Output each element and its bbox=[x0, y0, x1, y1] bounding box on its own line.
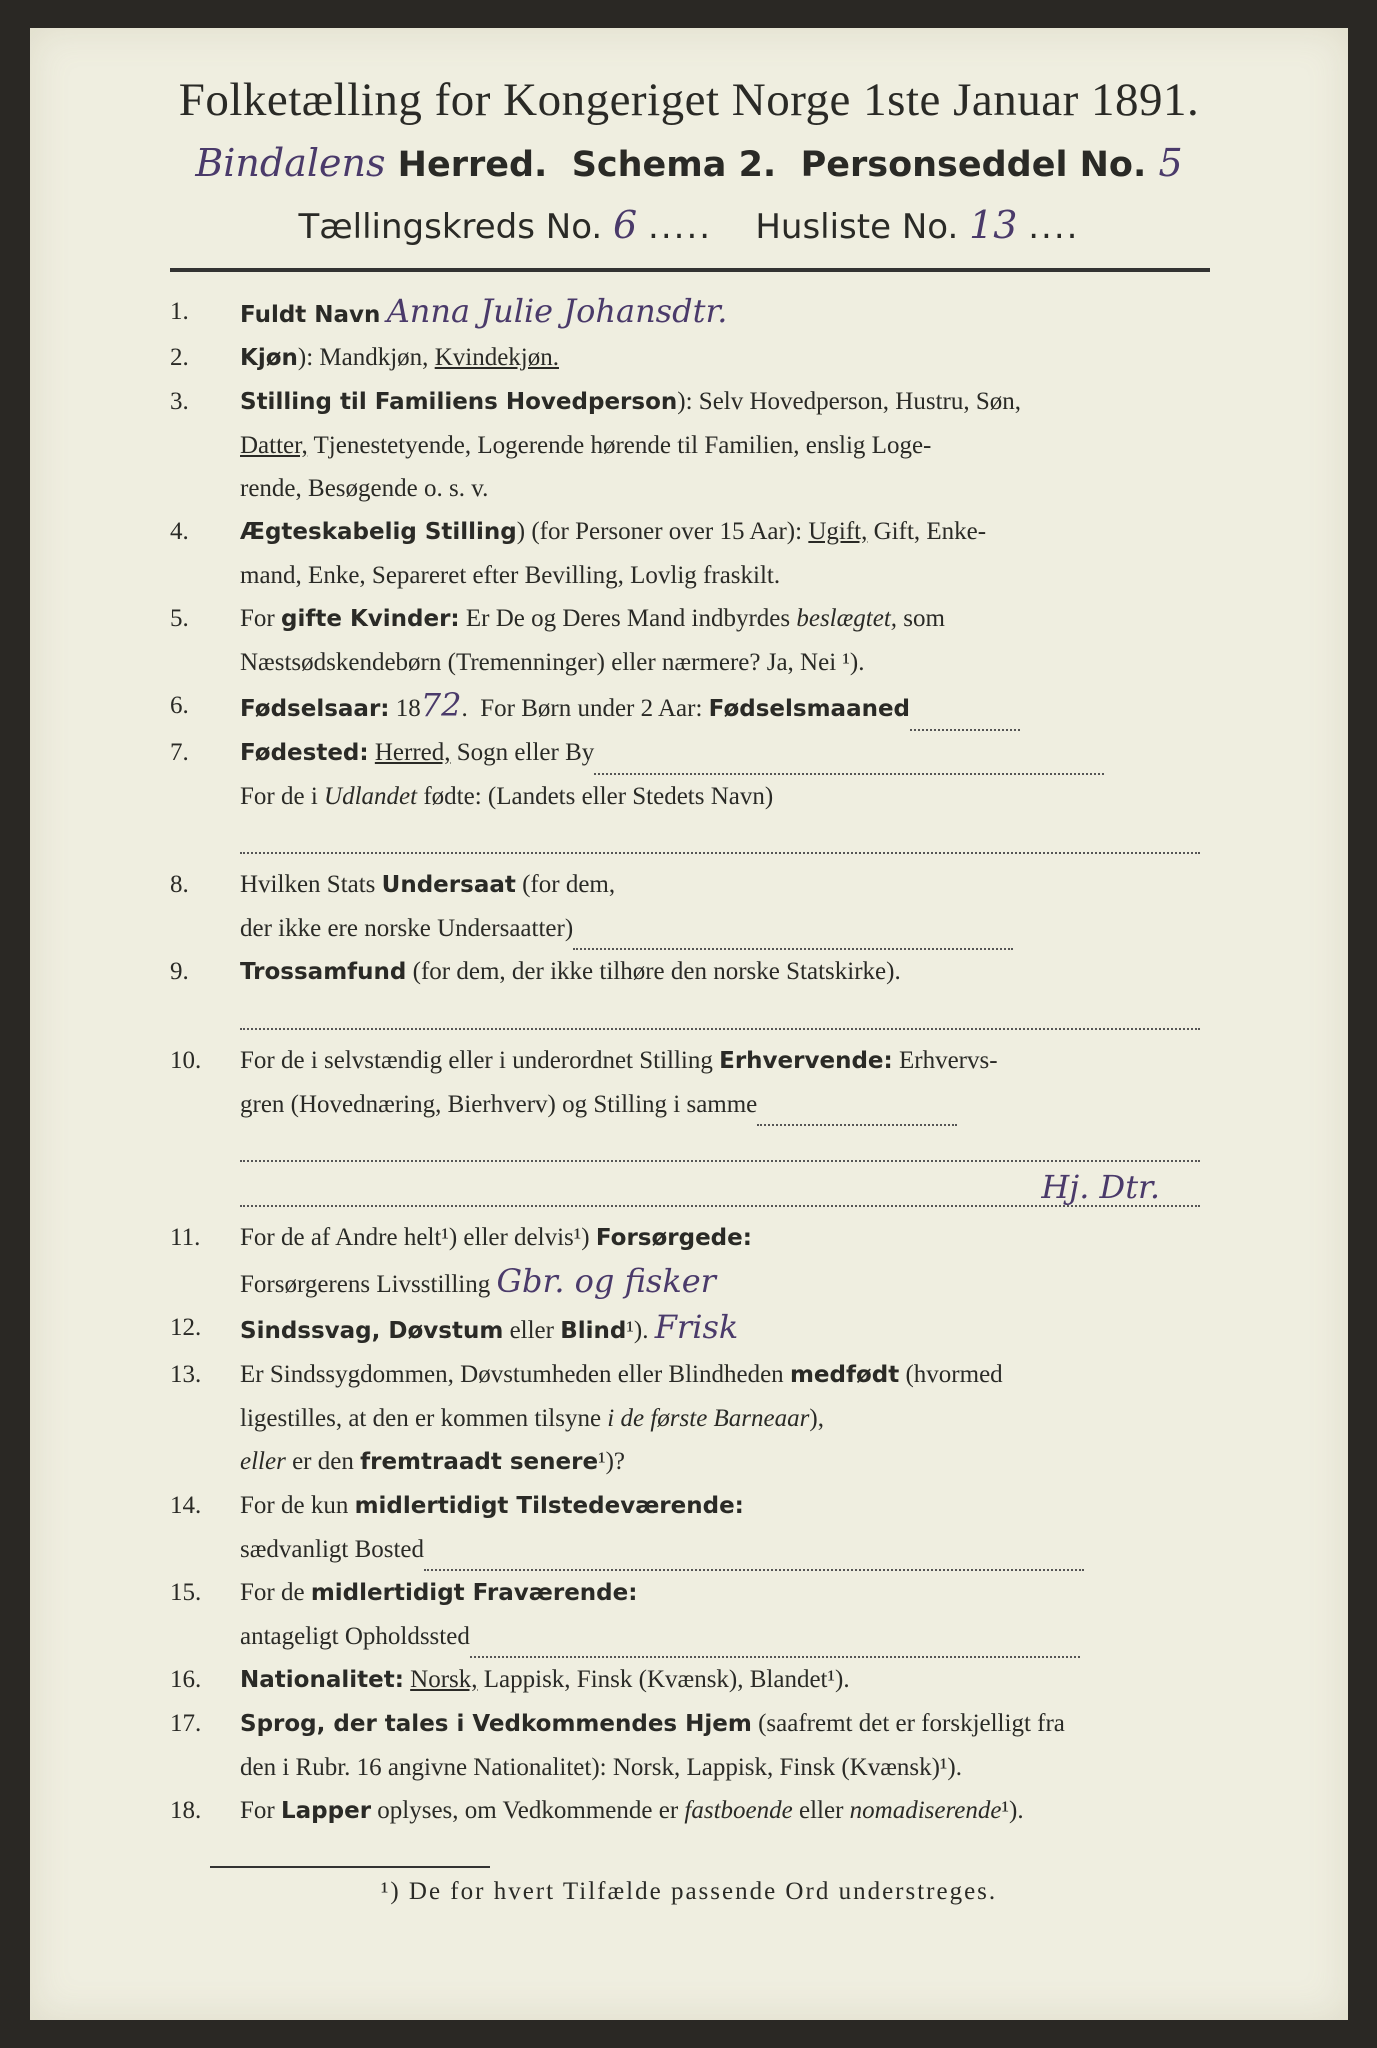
herred-value: Bindalens bbox=[195, 141, 386, 185]
item-16: 16. Nationalitet: Norsk, Lappisk, Finsk (Kvænsk), Blandet¹). bbox=[170, 1666, 850, 1693]
census-form bbox=[30, 28, 1348, 2020]
kreds-label: Tællingskreds No. bbox=[298, 207, 603, 247]
birthplace-selected: Herred, bbox=[374, 739, 451, 766]
header-rule bbox=[170, 268, 1210, 272]
item-12: 12. Sindssvag, Døvstum eller Blind¹). Frisk bbox=[170, 1308, 739, 1346]
item-10: 10. For de i selvstændig eller i underordnet Stilling Erhvervende: Erhvervs- gren (Hovednæring, Bierhverv) og Stilling i samme bbox=[170, 1039, 1220, 1126]
item-2: 2. Kjøn): Mandkjøn, Kvindekjøn. bbox=[170, 344, 559, 371]
item-13: 13. Er Sindssygdommen, Døvstumheden eller Blindheden medfødt (hvormed ligestilles, at den er kommen tilsyne i de første Barneaar), eller er den fremtraadt senere¹)? bbox=[170, 1361, 1003, 1475]
item-5: 5. For gifte Kvinder: Er De og Deres Mand indbyrdes beslægtet, som Næstsødskendebørn (Tremenninger) eller nærmere? Ja, Nei ¹). bbox=[170, 605, 945, 676]
herred-line bbox=[30, 141, 1348, 185]
item-18: 18. For Lapper oplyses, om Vedkommende er fastboende eller nomadiserende¹). bbox=[170, 1797, 1024, 1824]
marital-selected: Ugift, bbox=[808, 518, 868, 545]
husliste-value: 13 bbox=[969, 203, 1018, 247]
husliste-label: Husliste No. bbox=[755, 207, 959, 247]
item-8: 8. Hvilken Stats Undersaat (for dem, der ikke ere norske Undersaatter) bbox=[170, 863, 1220, 950]
kreds-value: 6 bbox=[613, 203, 638, 247]
full-name-label: Fuldt Navn bbox=[240, 302, 381, 328]
item-15: 15. For de midlertidigt Fraværende: antageligt Opholdssted bbox=[170, 1571, 1220, 1658]
item-17: 17. Sprog, der tales i Vedkommendes Hjem (saafremt det er forskjelligt fra den i Rubr. 16 angivne Nationalitet): Norsk, Lappisk, Finsk (Kvænsk)¹). bbox=[170, 1710, 1065, 1781]
form-items bbox=[170, 290, 1220, 1833]
footnote-rule bbox=[210, 1866, 490, 1868]
footnote: ¹) De for hvert Tilfælde passende Ord understreges. bbox=[380, 1878, 998, 1905]
nationality-selected: Norsk, bbox=[410, 1666, 478, 1693]
birth-year-value: 72 bbox=[420, 686, 462, 724]
family-position-selected: Datter, bbox=[240, 432, 308, 459]
occupation-value: Hj. Dtr. bbox=[1041, 1168, 1160, 1206]
personseddel-label: Personseddel No. bbox=[800, 145, 1147, 185]
full-name-value: Anna Julie Johansdtr. bbox=[386, 292, 728, 330]
form-title: Folketælling for Kongeriget Norge 1ste Januar 1891. bbox=[178, 74, 1200, 126]
schema-label: Schema 2. bbox=[571, 145, 777, 185]
health-value: Frisk bbox=[654, 1308, 739, 1346]
item-4: 4. Ægteskabelig Stilling) (for Personer over 15 Aar): Ugift, Gift, Enke- mand, Enke, Separeret efter Bevilling, Lovlig fraskilt. bbox=[170, 518, 987, 589]
item-11: 11. For de af Andre helt¹) eller delvis¹) Forsørgede: Forsørgerens Livsstilling Gbr. og fisker bbox=[170, 1224, 752, 1300]
provider-occupation-value: Gbr. og fisker bbox=[496, 1262, 716, 1300]
item-7: 7. Fødested: Herred, Sogn eller By For de i Udlandet fødte: (Landets eller Stedets Navn) bbox=[170, 731, 1220, 818]
herred-label: Herred. bbox=[397, 145, 548, 185]
item-9: 9. Trossamfund (for dem, der ikke tilhøre den norske Statskirke). bbox=[170, 958, 901, 985]
item-1: 1. Fuldt Navn Anna Julie Johansdtr. bbox=[170, 292, 728, 330]
gender-selected: Kvindekjøn. bbox=[434, 344, 559, 371]
kreds-line: Tællingskreds No. 6 ..... Husliste No. 13 .... bbox=[298, 203, 1080, 247]
item-3: 3. Stilling til Familiens Hovedperson): Selv Hovedperson, Hustru, Søn, Datter, Tjenestetyende, Logerende hørende til Familien, enslig Loge- rende, Besøgende o. s. v. bbox=[170, 388, 1021, 502]
item-6: 6. Fødselsaar: 1872. For Børn under 2 Aar: Fødselsmaaned bbox=[170, 684, 1220, 731]
item-14: 14. For de kun midlertidigt Tilstedeværende: sædvanligt Bosted bbox=[170, 1484, 1220, 1571]
personseddel-value: 5 bbox=[1158, 141, 1183, 185]
